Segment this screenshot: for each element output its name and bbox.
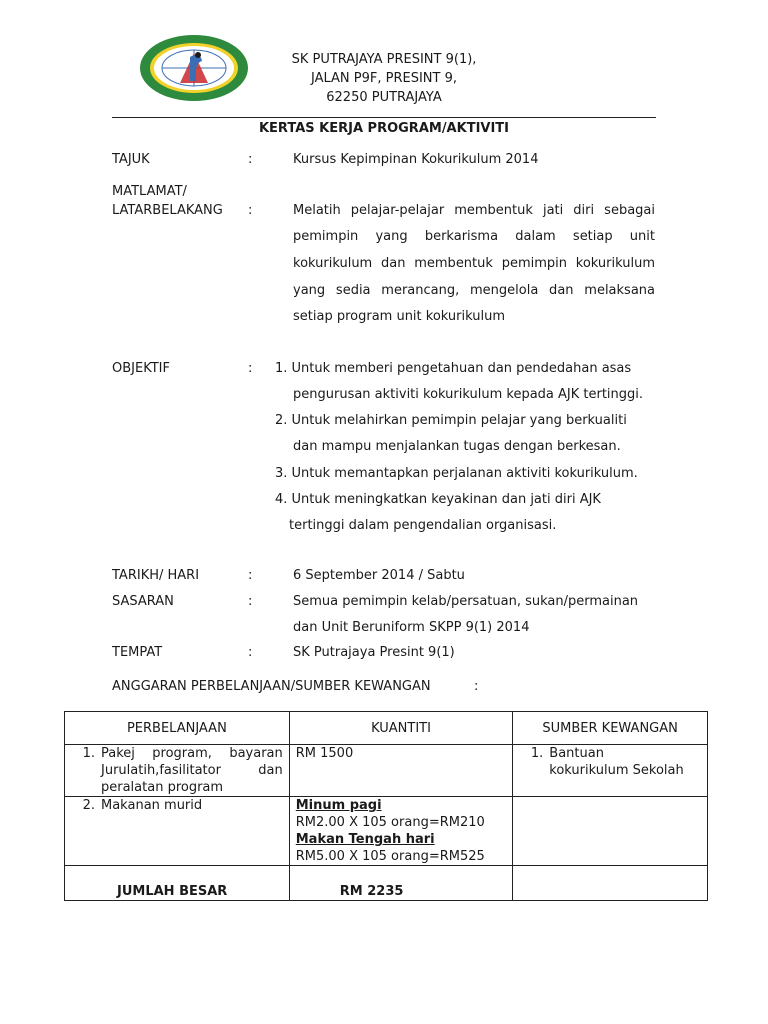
matlamat-line: setiap program unit kokurikulum (293, 309, 505, 324)
matlamat-label: MATLAMAT/ (112, 184, 187, 199)
matlamat-line: Melatih pelajar-pelajar membentuk jati diri sebagai (293, 203, 655, 218)
document-title: KERTAS KERJA PROGRAM/AKTIVITI (258, 121, 510, 136)
school-address (250, 50, 518, 107)
header-sumber: SUMBER KEWANGAN (513, 712, 708, 745)
row1-source-line: kokurikulum Sekolah (549, 763, 684, 778)
sasaran-line: dan Unit Beruniform SKPP 9(1) 2014 (293, 620, 530, 635)
row1-item-line: Jurulatih,fasilitator dan (101, 763, 283, 778)
objektif-line: dan mampu menjalankan tugas dengan berkesan. (293, 439, 621, 454)
tarikh-value: 6 September 2014 / Sabtu (293, 568, 465, 583)
colon: : (474, 679, 479, 694)
tarikh-label: TARIKH/ HARI (112, 568, 200, 583)
table-row (65, 797, 708, 866)
colon: : (248, 645, 253, 660)
anggaran-heading: ANGGARAN PERBELANJAAN/SUMBER KEWANGAN (112, 679, 431, 694)
row-number: 2. (82, 798, 95, 813)
source-number: 1. (530, 746, 544, 761)
matlamat-line: yang sedia merancang, mengelola dan melaksana (293, 283, 655, 298)
objektif-line: 1. Untuk memberi pengetahuan dan pendedahan asas (275, 361, 632, 376)
matlamat-line: pemimpin yang berkarisma dalam setiap unit (293, 229, 655, 244)
row1-item-line: Pakej program, bayaran (101, 746, 283, 761)
total-empty-cell (513, 866, 708, 901)
sasaran-label: SASARAN (112, 594, 174, 609)
tempat-value: SK Putrajaya Presint 9(1) (293, 645, 455, 660)
objektif-label: OBJEKTIF (112, 361, 170, 376)
address-line: JALAN P9F, PRESINT 9, (310, 71, 457, 86)
objektif-line: 4. Untuk meningkatkan keyakinan dan jati diri AJK (275, 492, 601, 507)
tempat-label: TEMPAT (112, 645, 163, 660)
row2-q-line: RM5.00 X 105 orang=RM525 (295, 849, 485, 864)
address-line: 62250 PUTRAJAYA (326, 90, 442, 105)
table-total-row (65, 866, 708, 901)
objektif-line: 2. Untuk melahirkan pemimpin pelajar yang berkualiti (275, 413, 627, 428)
row1-source-cell (513, 745, 708, 797)
row1-item-line: peralatan program (101, 780, 224, 795)
colon: : (248, 568, 253, 583)
row2-q-heading: Makan Tengah hari (295, 832, 435, 847)
colon: : (248, 152, 253, 167)
colon: : (248, 361, 253, 376)
objektif-line: 3. Untuk memantapkan perjalanan aktiviti kokurikulum. (275, 466, 638, 481)
colon: : (248, 203, 253, 218)
row2-source-cell (513, 797, 708, 866)
row1-item-cell (65, 745, 290, 797)
address-line: SK PUTRAJAYA PRESINT 9(1), (291, 52, 477, 67)
tajuk-value: Kursus Kepimpinan Kokurikulum 2014 (293, 152, 539, 167)
row2-item-cell (65, 797, 290, 866)
objektif-line: tertinggi dalam pengendalian organisasi. (289, 518, 557, 533)
table-header-row (65, 712, 708, 745)
row2-item: Makanan murid (101, 798, 203, 813)
header-perbelanjaan: PERBELANJAAN (65, 712, 290, 745)
objektif-line: pengurusan aktiviti kokurikulum kepada AJK tertinggi. (293, 387, 644, 402)
row1-quantity: RM 1500 (289, 745, 513, 797)
tajuk-label: TAJUK (112, 152, 150, 167)
matlamat-label: LATARBELAKANG (112, 203, 223, 218)
school-logo (138, 33, 250, 103)
total-label: JUMLAH BESAR (65, 866, 290, 901)
row1-source-line: Bantuan (549, 746, 604, 761)
matlamat-line: kokurikulum dan membentuk pemimpin kokurikulum (293, 256, 655, 271)
header-divider (112, 117, 656, 118)
colon: : (248, 594, 253, 609)
table-row (65, 745, 708, 797)
row2-q-heading: Minum pagi (295, 798, 382, 813)
row2-q-line: RM2.00 X 105 orang=RM210 (295, 815, 485, 830)
sasaran-line: Semua pemimpin kelab/persatuan, sukan/permainan (293, 594, 639, 609)
budget-table (64, 711, 708, 901)
row-number: 1. (82, 746, 95, 761)
total-value: RM 2235 (289, 866, 513, 901)
row2-quantity-cell (289, 797, 513, 866)
header-kuantiti: KUANTITI (289, 712, 513, 745)
